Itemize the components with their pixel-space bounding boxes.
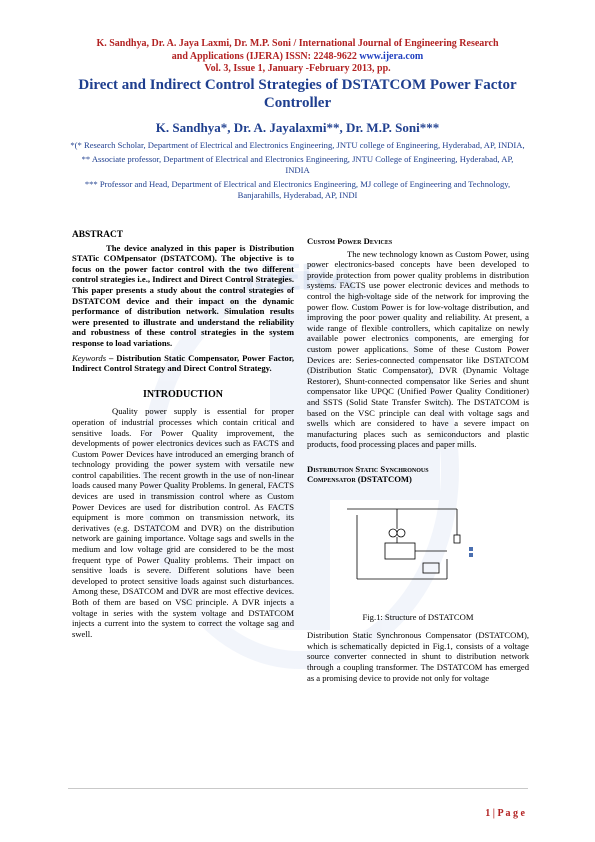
- figure-1-caption: Fig.1: Structure of DSTATCOM: [362, 611, 474, 622]
- legend-mark-2: [469, 553, 473, 557]
- page-number: 1 | P a g e: [485, 808, 525, 819]
- dstatcom-heading: [307, 464, 529, 485]
- dstatcom-body: Distribution Static Synchronous Compensator (DSTATCOM), which is schematically depicted in Fig.1, consists of a voltage source converter connected in shunt to distribution network through a coupling transformer. The DSTATCOM has emerged as a promising device to provide not only for voltage: [307, 630, 529, 683]
- controller-block: [423, 563, 439, 573]
- affiliation-2: ** Associate professor, Department of Electrical and Electronics Engineering, JNTU College of Engineering, Hyderabad, AP, INDIA: [81, 154, 514, 175]
- abstract-body: The device analyzed in this paper is Distribution STATic COMpensator (DSTATCOM). The objective is to focus on the power factor control with the two different control strategies i.e., Indirect and Direct Control Strategies. This paper presents a study about the control strategies of DSTATCOM device and their impact on the dynamic performance of distribution network. Simulation results were presented to illustrate and understand the reliability and robustness of these control strategies in the system response to load variations.: [72, 242, 294, 348]
- journal-header: [60, 38, 535, 76]
- paper-title: Direct and Indirect Control Strategies of DSTATCOM Power Factor Controller: [78, 77, 517, 111]
- watermark-text: IJERA: [244, 257, 356, 299]
- author-affiliations: [70, 140, 525, 204]
- dstatcom-heading-line1: Distribution Static Synchronous: [307, 463, 429, 474]
- journal-volume-line: Vol. 3, Issue 1, January -February 2013, pp.: [204, 63, 391, 74]
- introduction-heading: INTRODUCTION: [142, 388, 223, 400]
- journal-citation-line: K. Sandhya, Dr. A. Jaya Laxmi, Dr. M.P. Soni / International Journal of Engineering Research: [96, 38, 499, 49]
- keywords: [72, 353, 294, 374]
- journal-issn-line: [60, 51, 535, 64]
- custom-power-heading: Custom Power Devices: [307, 236, 393, 246]
- legend-mark-1: [469, 547, 473, 551]
- affiliation-3: *** Professor and Head, Department of Electrical and Electronics Engineering, MJ college of Engineering and Technology, Banjarahills, Hyderabad, AP, INDI: [84, 179, 511, 200]
- dstatcom-structure-diagram: [307, 495, 529, 599]
- affiliation-1: *(* Research Scholar, Department of Electrical and Electronics Engineering, JNTU college of Engineering, Hyderabad, AP, INDIA,: [70, 140, 525, 150]
- journal-issn-text: and Applications (IJERA) ISSN: 2248-9622: [171, 50, 360, 62]
- keywords-text: – Distribution Static Compensator, Power Factor, Indirect Control Strategy and Direct Control Strategy.: [72, 352, 294, 374]
- abstract-heading: ABSTRACT: [72, 230, 124, 240]
- transformer-coil-1: [389, 529, 397, 537]
- dstatcom-heading-line2: Compensator (DSTATCOM): [307, 474, 412, 485]
- custom-power-body: The new technology known as Custom Power, using power electronics-based concepts have been developed to provide protection from power quality problems in distribution systems. FACTS use power electronic devices and methods to control the high-voltage side of the network for improving the power flow. Custom Power is for low-voltage distribution, and improving the poor power quality and reliability. At present, a wide range of flexible controllers, which capitalize on newly available power electronics components, are emerging for custom power applications. Some of these Custom Power Devices are: Series-connected compensator like DSTATCOM (Distribution Static Compensator), DVR (Dynamic Voltage Restorer), Shunt-connected compensator like Series and shunt compensator like UPQC (Unified Power Quality Conditioner) and SSTS (Solid State Transfer Switch). The DSTATCOM is based on the VSC principle can deal with voltage sags and swells which are considered to have a severe impact on manufacturing places such as semiconductors and plastic products, food processing places and paper mills.: [307, 248, 529, 450]
- keywords-label: Keywords: [72, 352, 107, 363]
- transformer-coil-2: [397, 529, 405, 537]
- paper-authors: K. Sandhya*, Dr. A. Jayalaxmi**, Dr. M.P. Soni***: [155, 120, 440, 135]
- right-column: [307, 236, 529, 683]
- vsc-block: [385, 543, 415, 559]
- load-block: [454, 535, 460, 543]
- footer-divider: [68, 788, 528, 789]
- left-column: [72, 230, 294, 639]
- introduction-body: Quality power supply is essential for proper operation of industrial processes which contain critical and sensitive loads. For Power Quality improvement, the developments of power electronics devices such as FACTS and Custom Power Devices have introduced an emerging branch of technology providing the power system with versatile new control capabilities. The recent growth in the use of non-linear loads caused many Power Quality Problems. In general, FACTS devices are used in transmission control where as Custom Power Devices are used for distribution control. As FACTS equipment is more common on transmission network, its derivatives (e.g. DSTATCOM and DVR) on the distribution network are gaining importance. Voltage sags and swells in the medium and low voltage grid are considered to be the most frequent type of Power Quality problems. Their impact on sensitive loads is severe. Different solutions have been developed to protect sensitive loads against such disturbances. Among these, DSATCOM and DVR are most effective devices. Both of them are based on VSC principle. A DVR injects a voltage in series with the system voltage and DSTATCOM injects a current into the system to correct the voltage sag and swell.: [72, 406, 294, 639]
- journal-url-link[interactable]: www.ijera.com: [359, 50, 424, 62]
